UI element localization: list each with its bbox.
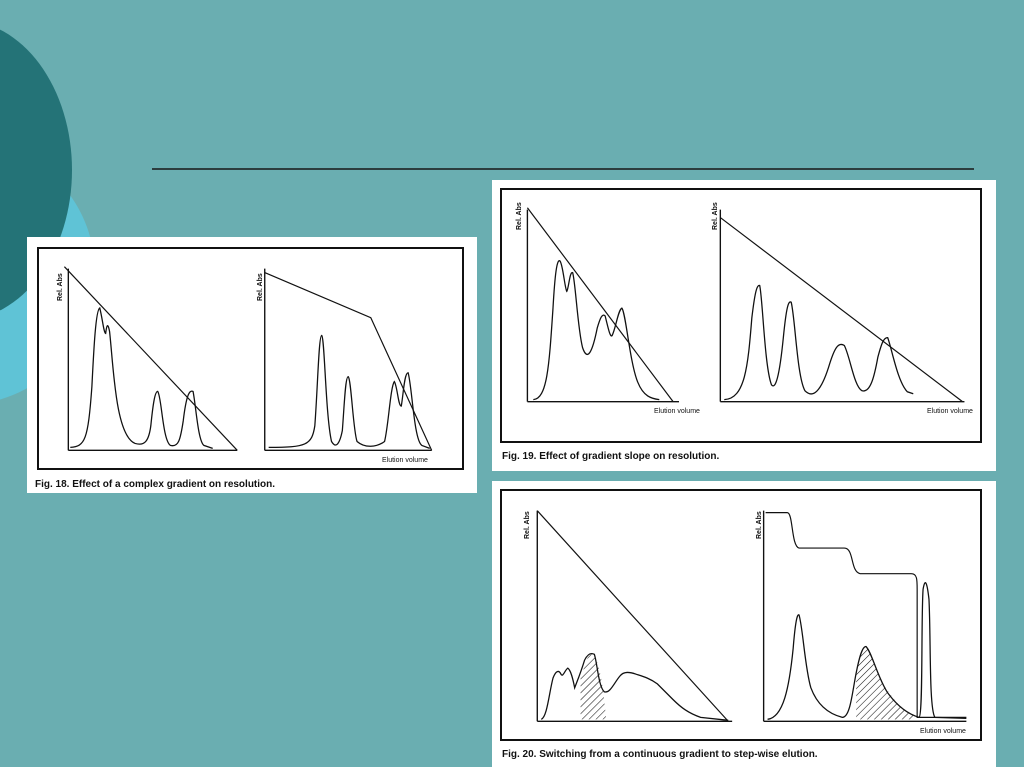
- fig19-left-xlabel: Elution volume: [654, 408, 700, 415]
- fig20-left-gradient-line: [537, 511, 728, 722]
- figure-20-plot-frame: [500, 489, 982, 741]
- fig20-left-hatched-fraction: [581, 654, 607, 719]
- figure-20-plots: [502, 491, 980, 739]
- fig20-left-ylabel: Rel. Abs: [524, 511, 531, 539]
- fig19-right-gradient-line: [720, 218, 962, 402]
- fig18-xlabel: Elution volume: [382, 457, 428, 464]
- figure-19-plots: [502, 190, 980, 441]
- fig20-xlabel: Elution volume: [920, 728, 966, 735]
- figure-18: [27, 237, 477, 493]
- fig19-caption: Fig. 19. Effect of gradient slope on resolution.: [502, 451, 720, 462]
- figure-18-plot-frame: [37, 247, 464, 470]
- figure-18-plots: [39, 249, 462, 468]
- fig18-left-elution-profile: [70, 308, 212, 448]
- fig18-caption: Fig. 18. Effect of a complex gradient on resolution.: [35, 479, 276, 490]
- fig20-right-ylabel: Rel. Abs: [756, 511, 763, 539]
- fig20-right-hatched-fraction: [856, 646, 913, 719]
- title-underline: [152, 168, 974, 170]
- fig18-left-ylabel: Rel. Abs: [57, 273, 64, 301]
- fig19-right-ylabel: Rel. Abs: [712, 202, 719, 230]
- fig19-left-elution-profile: [533, 261, 659, 400]
- fig18-right-ylabel: Rel. Abs: [257, 273, 264, 301]
- figure-20: [492, 481, 996, 767]
- figure-19-plot-frame: [500, 188, 982, 443]
- fig20-left-elution-profile: [541, 654, 728, 721]
- fig19-right-xlabel: Elution volume: [927, 408, 973, 415]
- fig18-right-elution-profile: [269, 335, 430, 448]
- fig18-right-gradient-line: [265, 273, 432, 451]
- fig20-caption: Fig. 20. Switching from a continuous gradient to step-wise elution.: [502, 749, 818, 760]
- fig19-left-gradient-line: [527, 208, 673, 402]
- fig19-left-ylabel: Rel. Abs: [516, 202, 523, 230]
- figure-19: [492, 180, 996, 471]
